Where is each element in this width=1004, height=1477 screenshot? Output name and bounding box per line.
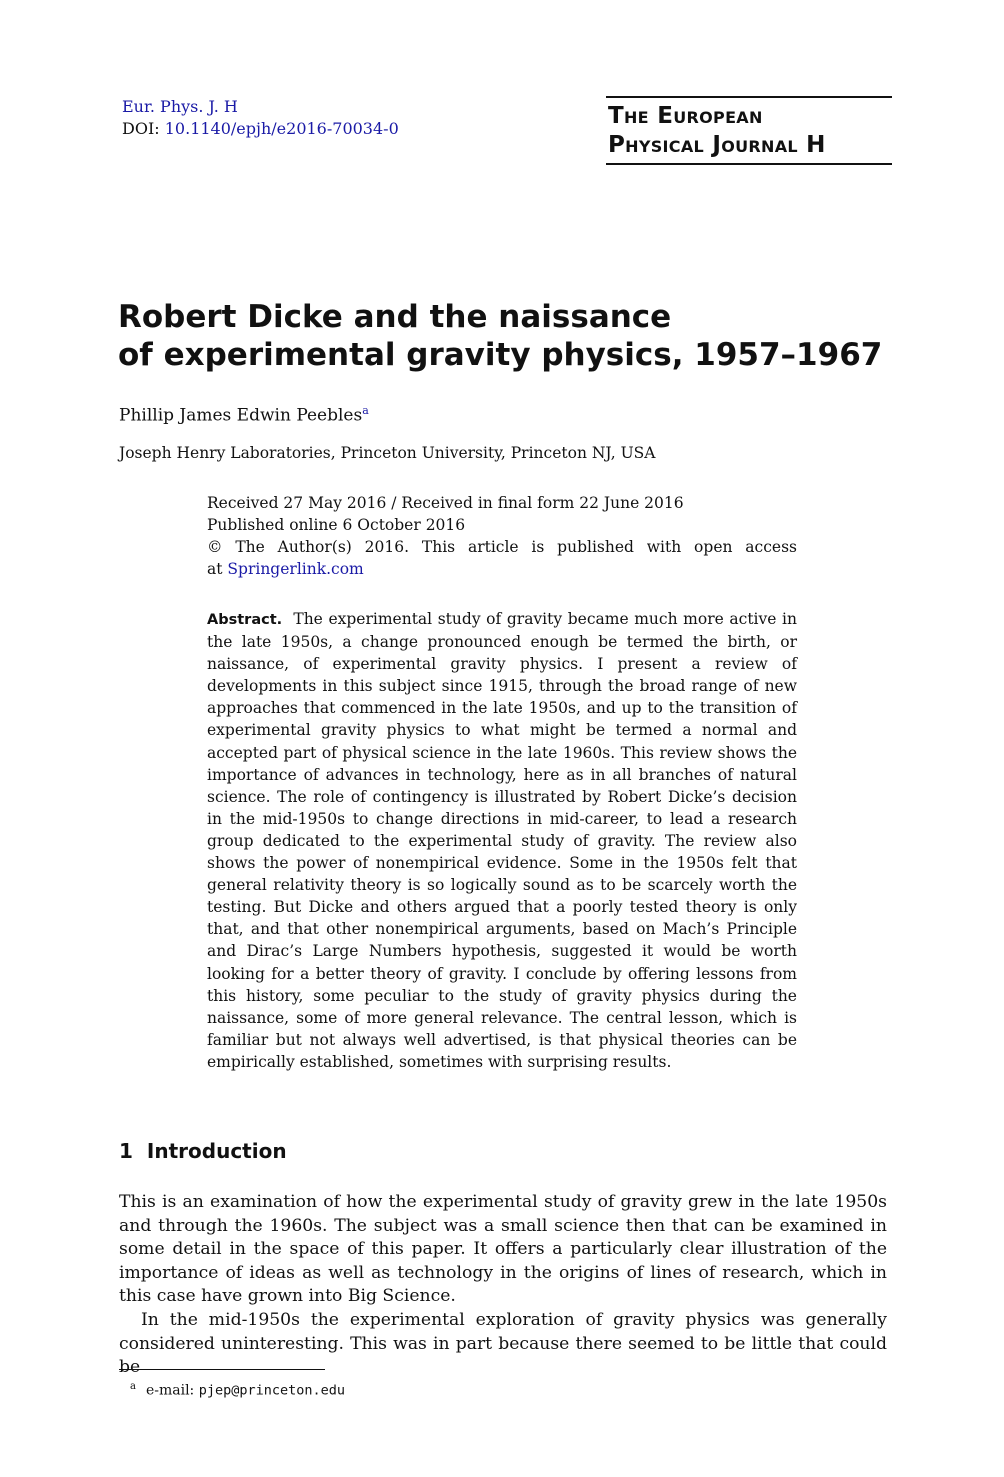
footnote-rule	[119, 1369, 325, 1370]
footnote-email[interactable]: pjep@princeton.edu	[198, 1382, 346, 1399]
journal-short-link[interactable]: Eur. Phys. J. H	[122, 97, 238, 116]
journal-logo-line2: Physical Journal H	[608, 132, 826, 158]
journal-logo-line1: The European	[608, 103, 763, 129]
footnote-label: e-mail:	[145, 1382, 195, 1399]
footnote	[130, 1376, 345, 1402]
intro-paragraph-2: In the mid-1950s the experimental exploration of gravity physics was generally considered uninteresting. This was in part because there seemed to be little that could be	[119, 1309, 887, 1378]
journal-logo	[606, 96, 892, 165]
section-title: Introduction	[146, 1139, 287, 1163]
abstract	[207, 608, 797, 1073]
open-access-prefix: at	[207, 560, 223, 578]
doi-label: DOI:	[122, 119, 160, 138]
introduction-body	[119, 1191, 887, 1380]
section-number: 1	[119, 1139, 133, 1163]
publication-info	[207, 492, 797, 580]
paper-title	[118, 298, 898, 374]
affiliation: Joseph Henry Laboratories, Princeton University, Princeton NJ, USA	[119, 444, 656, 462]
doi-link[interactable]: 10.1140/epjh/e2016-70034-0	[164, 119, 399, 138]
author-name: Phillip James Edwin Peebles	[119, 405, 363, 426]
abstract-label: Abstract.	[207, 612, 283, 628]
title-line1: Robert Dicke and the naissance	[118, 299, 672, 335]
abstract-text: The experimental study of gravity became much more active in the late 1950s, a change pronounced enough be termed the birth, or naissance, of experimental gravity physics. I present a review of developments in this subject since 1915, through the broad range of new approaches that commenced in the late 1950s, and up to the transition of experimental gravity physics to what might be termed a normal and accepted part of physical science in the late 1960s. This review shows the importance of advances in technology, here as in all branches of natural science. The role of contingency is illustrated by Robert Dicke’s decision in the mid-1950s to change directions in mid-career, to lead a research group dedicated to the experimental study of gravity. The review also shows the power of nonempirical evidence. Some in the 1950s felt that general relativity theory is so logically sound as to be scarcely worth the testing. But Dicke and others argued that a poorly tested theory is only that, and that other nonempirical arguments, based on Mach’s Principle and Dirac’s Large Numbers hypothesis, suggested it would be worth looking for a better theory of gravity. I conclude by offering lessons from this history, some peculiar to the study of gravity physics during the naissance, some of more general relevance. The central lesson, which is familiar but not always well advertised, is that physical theories can be empirically established, sometimes with surprising results.	[207, 610, 797, 1071]
journal-citation	[122, 96, 399, 140]
copyright-line: © The Author(s) 2016. This article is published with open access	[207, 538, 797, 556]
author-footnote-marker[interactable]: a	[362, 404, 369, 417]
published-date: Published online 6 October 2016	[207, 516, 466, 534]
received-dates: Received 27 May 2016 / Received in final form 22 June 2016	[207, 494, 684, 512]
title-line2: of experimental gravity physics, 1957–1967	[118, 337, 883, 373]
springerlink-link[interactable]: Springerlink.com	[227, 560, 364, 578]
footnote-marker: a	[130, 1381, 136, 1392]
intro-paragraph-1: This is an examination of how the experimental study of gravity grew in the late 1950s and through the 1960s. The subject was a small science then that can be examined in some detail in the space of this paper. It offers a particularly clear illustration of the importance of ideas as well as technology in the origins of lines of research, which in this case have grown into Big Science.	[119, 1192, 887, 1307]
author	[119, 399, 369, 428]
section-heading-introduction	[119, 1136, 287, 1166]
